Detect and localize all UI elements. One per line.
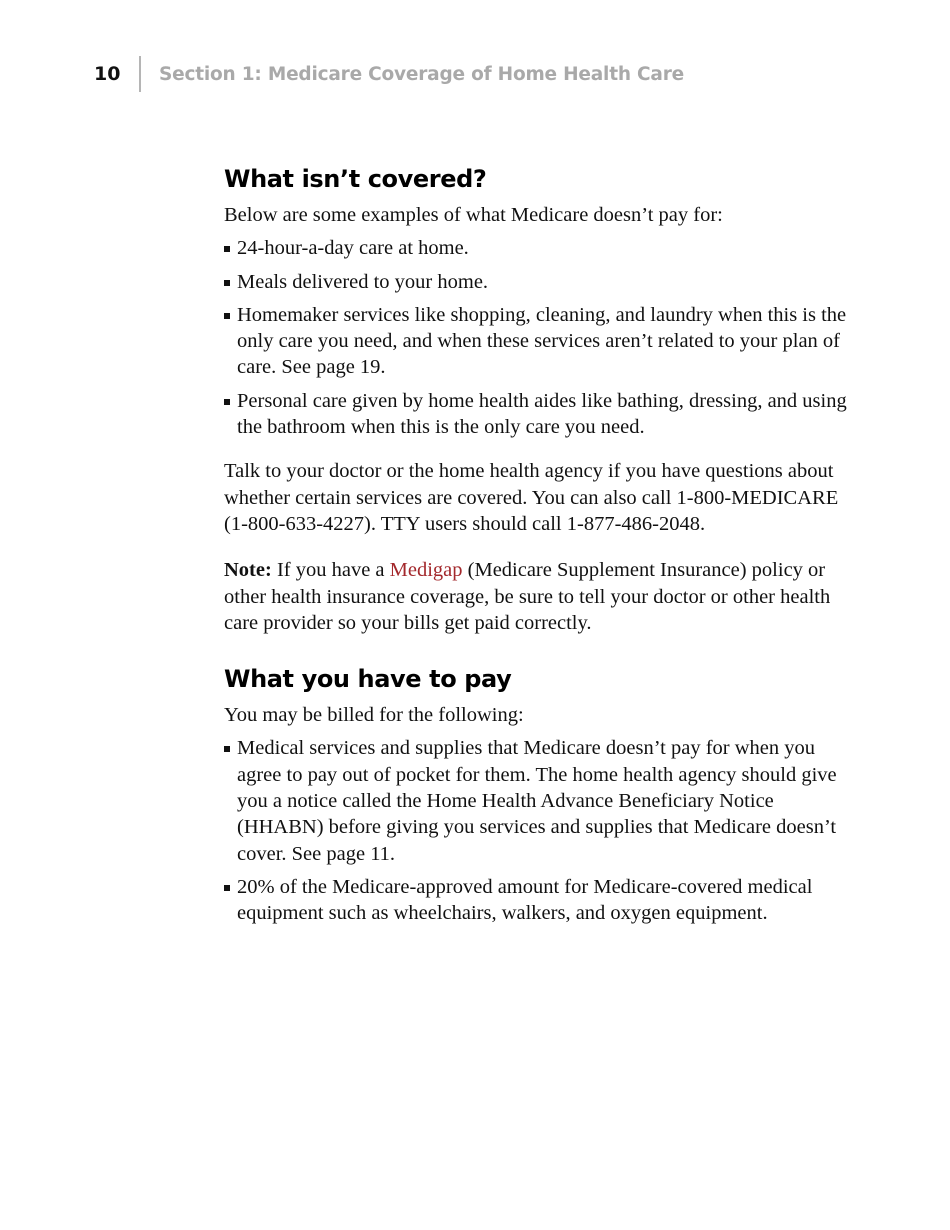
bullet-icon [224, 885, 230, 891]
not-covered-heading: What isn’t covered? [224, 165, 487, 193]
what-you-pay-intro: You may be billed for the following: [224, 704, 524, 727]
header-divider [139, 56, 141, 92]
not-covered-intro: Below are some examples of what Medicare doesn’t pay for: [224, 204, 723, 226]
list-item-text: Medical services and supplies that Medicare doesn’t pay for when you agree to pay out of pocket for them. The home health agency should give you a notice called the Home Health Advance Beneficiary Notice (HHABN) before giving you services and supplies that Medicare doesn’t cover. See page 11. [237, 737, 837, 865]
what-you-pay-heading: What you have to pay [224, 665, 512, 694]
list-item-text: 24-hour-a-day care at home. [237, 237, 469, 260]
bullet-icon [224, 280, 230, 286]
note-label: Note: [224, 559, 272, 582]
not-covered-list [224, 235, 854, 440]
list-item [224, 302, 854, 381]
list-item [224, 735, 854, 866]
page-number: 10 [94, 63, 121, 85]
bullet-icon [224, 313, 230, 319]
page-header [94, 56, 684, 92]
section-title: Section 1: Medicare Coverage of Home Health Care [159, 63, 684, 85]
bullet-icon [224, 246, 230, 252]
medigap-link[interactable]: Medigap [389, 559, 463, 582]
list-item [224, 388, 854, 441]
list-item-text: 20% of the Medicare-approved amount for Medicare-covered medical equipment such as wheelchairs, walkers, and oxygen equipment. [237, 875, 813, 925]
list-item-text: Meals delivered to your home. [237, 270, 489, 293]
bullet-icon [224, 746, 230, 752]
note-text-after: (Medicare Supplement Insurance) policy or other health insurance coverage, be sure to tell your doctor or other health care provider so your bills get paid correctly. [224, 559, 831, 634]
list-item [224, 235, 854, 261]
note-paragraph [224, 557, 854, 636]
note-text-before: If you have a [276, 559, 385, 582]
list-item [224, 874, 854, 927]
what-you-pay-list [224, 735, 854, 926]
list-item-text: Homemaker services like shopping, cleaning, and laundry when this is the only care you need, and when these services aren’t related to your plan of care. See page 19. [237, 303, 847, 379]
list-item-text: Personal care given by home health aides like bathing, dressing, and using the bathroom when this is the only care you need. [237, 389, 847, 439]
list-item [224, 269, 854, 295]
what-you-pay-section [224, 662, 854, 926]
not-covered-section [224, 162, 854, 636]
page-content [224, 162, 854, 934]
contact-paragraph: Talk to your doctor or the home health agency if you have questions about whether certain services are covered. You can also call 1-800-MEDICARE (1-800-633-4227). TTY users should call 1-877-486-2048. [224, 460, 839, 535]
bullet-icon [224, 399, 230, 405]
